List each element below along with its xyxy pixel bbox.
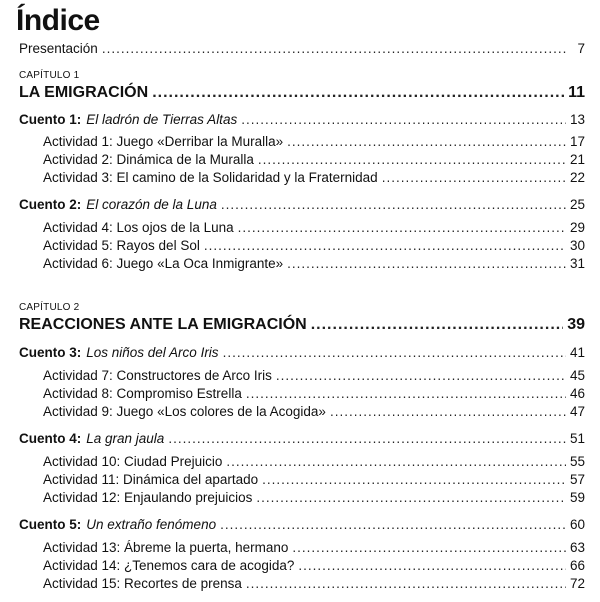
toc-entry-activity [43, 152, 585, 167]
activity-label: Actividad 6: Juego «La Oca Inmigrante» [43, 256, 284, 271]
activity-label: Actividad 2: Dinámica de la Muralla [43, 152, 254, 167]
activity-label: Actividad 11: Dinámica del apartado [43, 472, 259, 487]
leader-dots [168, 431, 566, 446]
story-heading [19, 112, 237, 127]
page-number: 66 [569, 558, 585, 573]
story-heading [19, 197, 217, 212]
activity-label: Actividad 8: Compromiso Estrella [43, 386, 242, 401]
activity-label: Actividad 3: El camino de la Solidaridad y la Fraternidad [43, 170, 378, 185]
story-title: El corazón de la Luna [86, 197, 217, 212]
toc-entry-activity [43, 220, 585, 235]
page-number: 22 [569, 170, 585, 185]
toc-entry-activity [43, 490, 585, 505]
leader-dots [256, 490, 566, 505]
toc-entry-activity [43, 170, 585, 185]
page-number: 31 [569, 256, 585, 271]
chapter-label: CAPÍTULO 1 [19, 70, 80, 81]
page-number: 25 [569, 197, 585, 212]
page-title: Índice [16, 4, 100, 37]
leader-dots [221, 197, 566, 212]
activity-label: Actividad 13: Ábreme la puerta, hermano [43, 540, 289, 555]
story-keyword: Cuento 1: [19, 112, 82, 127]
toc-entry-activity [43, 256, 585, 271]
leader-dots [238, 220, 566, 235]
page-number: 17 [569, 134, 585, 149]
activity-label: Actividad 4: Los ojos de la Luna [43, 220, 234, 235]
page-number: 47 [569, 404, 585, 419]
leader-dots [204, 238, 566, 253]
page-number: 39 [567, 316, 585, 333]
leader-dots [152, 84, 564, 102]
page-number: 13 [569, 112, 585, 127]
toc-entry-intro [19, 41, 585, 56]
story-keyword: Cuento 4: [19, 431, 82, 446]
leader-dots [292, 540, 566, 555]
leader-dots [311, 316, 563, 334]
story-heading [19, 345, 219, 360]
activity-label: Actividad 14: ¿Tenemos cara de acogida? [43, 558, 295, 573]
leader-dots [223, 345, 566, 360]
toc-entry-activity [43, 368, 585, 383]
toc-entry-activity [43, 454, 585, 469]
activity-label: Actividad 9: Juego «Los colores de la Acogida» [43, 404, 326, 419]
page-number: 30 [569, 238, 585, 253]
toc-entry-chapter [19, 316, 585, 334]
leader-dots [246, 576, 566, 591]
page-number: 29 [569, 220, 585, 235]
toc-entry-activity [43, 540, 585, 555]
toc-entry-activity [43, 134, 585, 149]
toc-entry-chapter [19, 84, 585, 102]
toc-entry-story [19, 431, 585, 446]
toc-entry-activity [43, 576, 585, 591]
leader-dots [246, 386, 566, 401]
activity-label: Actividad 5: Rayos del Sol [43, 238, 200, 253]
story-keyword: Cuento 2: [19, 197, 82, 212]
story-heading [19, 431, 164, 446]
story-keyword: Cuento 3: [19, 345, 82, 360]
story-title: Un extraño fenómeno [86, 517, 217, 532]
page-number: 46 [569, 386, 585, 401]
page-number: 11 [568, 84, 585, 101]
chapter-title: LA EMIGRACIÓN [19, 84, 149, 101]
toc-entry-activity [43, 558, 585, 573]
entry-label: Presentación [19, 41, 98, 56]
leader-dots [220, 517, 566, 532]
chapter-title: REACCIONES ANTE LA EMIGRACIÓN [19, 316, 307, 333]
leader-dots [382, 170, 566, 185]
page-number: 60 [569, 517, 585, 532]
activity-label: Actividad 7: Constructores de Arco Iris [43, 368, 272, 383]
page-number: 55 [569, 454, 585, 469]
toc-entry-story [19, 517, 585, 532]
page-number: 57 [569, 472, 585, 487]
page-number: 45 [569, 368, 585, 383]
story-title: La gran jaula [86, 431, 165, 446]
toc-entry-story [19, 197, 585, 212]
story-title: Los niños del Arco Iris [86, 345, 219, 360]
toc-entry-activity [43, 404, 585, 419]
story-keyword: Cuento 5: [19, 517, 82, 532]
leader-dots [226, 454, 566, 469]
toc-entry-story [19, 345, 585, 360]
story-heading [19, 517, 216, 532]
toc-entry-story [19, 112, 585, 127]
page-number: 7 [577, 41, 585, 56]
toc-entry-activity [43, 386, 585, 401]
page-number: 59 [569, 490, 585, 505]
page-number: 51 [569, 431, 585, 446]
activity-label: Actividad 12: Enjaulando prejuicios [43, 490, 253, 505]
leader-dots [241, 112, 566, 127]
page-number: 63 [569, 540, 585, 555]
leader-dots [298, 558, 566, 573]
page-number: 21 [569, 152, 585, 167]
page-number: 72 [569, 576, 585, 591]
leader-dots [102, 41, 567, 56]
activity-label: Actividad 1: Juego «Derribar la Muralla» [43, 134, 284, 149]
leader-dots [330, 404, 566, 419]
story-title: El ladrón de Tierras Altas [86, 112, 238, 127]
activity-label: Actividad 10: Ciudad Prejuicio [43, 454, 223, 469]
leader-dots [287, 134, 566, 149]
chapter-label: CAPÍTULO 2 [19, 302, 80, 313]
page-number: 41 [569, 345, 585, 360]
activity-label: Actividad 15: Recortes de prensa [43, 576, 242, 591]
leader-dots [276, 368, 566, 383]
toc-entry-activity [43, 472, 585, 487]
leader-dots [262, 472, 566, 487]
toc-entry-activity [43, 238, 585, 253]
leader-dots [258, 152, 566, 167]
leader-dots [287, 256, 566, 271]
